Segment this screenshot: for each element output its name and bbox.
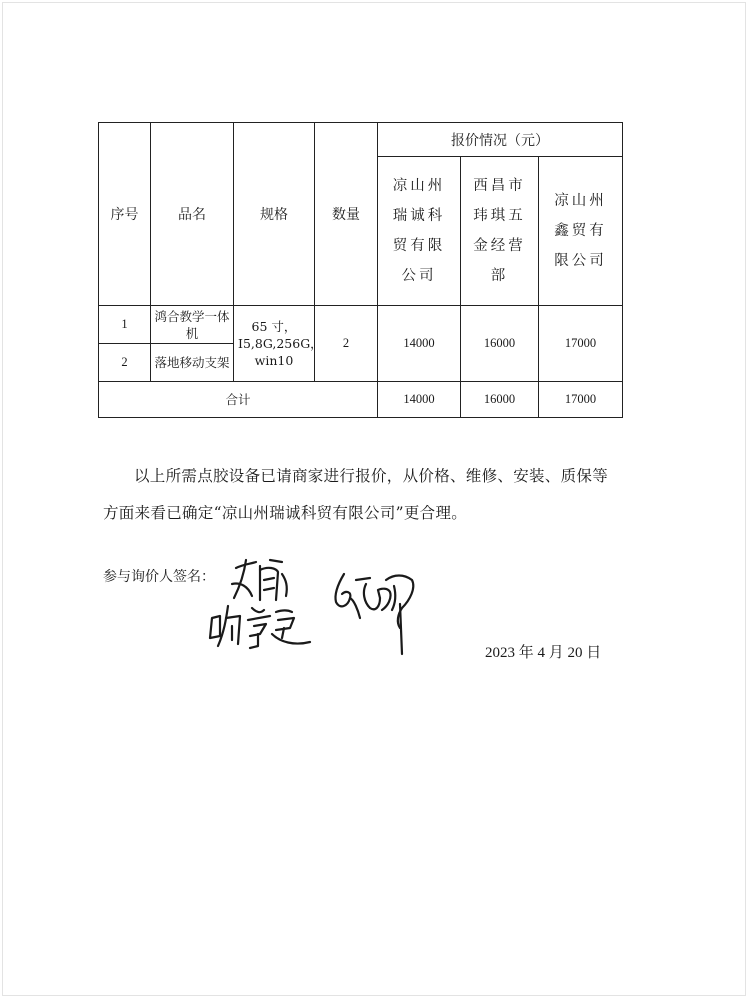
- header-index: 序号: [99, 123, 151, 306]
- header-name: 品名: [151, 123, 234, 306]
- header-quote-group: 报价情况（元）: [378, 123, 623, 157]
- row-2-name: 落地移动支架: [151, 344, 234, 382]
- spec-cell: 65 寸，I5,8G,256G，win10: [234, 306, 315, 382]
- quote-table: [98, 122, 623, 418]
- vendor-1-line: 瑞诚科: [392, 208, 446, 224]
- vendor-2-line: 玮琪五: [473, 208, 526, 224]
- vendor-2-line: 西昌市: [473, 178, 526, 194]
- vendor-2-header: [461, 157, 539, 306]
- header-spec: 规格: [234, 123, 315, 306]
- header-qty: 数量: [315, 123, 378, 306]
- qty-cell: 2: [315, 306, 378, 382]
- price-vendor-1: 14000: [378, 306, 461, 382]
- vendor-2-line: 部: [490, 268, 509, 284]
- vendor-3-line: 凉山州: [554, 193, 607, 209]
- vendor-1-line: 公司: [401, 268, 437, 284]
- vendor-1-line: 贸有限: [392, 238, 446, 254]
- total-vendor-3: 17000: [539, 382, 623, 418]
- vendor-1-header: [378, 157, 461, 306]
- total-vendor-2: 16000: [461, 382, 539, 418]
- price-vendor-2: 16000: [461, 306, 539, 382]
- conclusion-paragraph: 以上所需点胶设备已请商家进行报价，从价格、维修、安装、质保等方面来看已确定“凉山州瑞诚科贸有限公司”更合理。: [103, 467, 609, 522]
- row-1-name: 鸿合教学一体机: [151, 306, 234, 344]
- total-label: 合计: [99, 382, 378, 418]
- vendor-2-line: 金经营: [473, 238, 526, 254]
- document-date: 2023 年 4 月 20 日: [485, 645, 602, 661]
- vendor-3-line: 鑫贸有: [554, 223, 607, 239]
- price-vendor-3: 17000: [539, 306, 623, 382]
- vendor-3-line: 限公司: [554, 253, 607, 269]
- vendor-3-header: [539, 157, 623, 306]
- vendor-1-line: 凉山州: [392, 178, 446, 194]
- signature-label: 参与询价人签名：: [103, 569, 215, 585]
- handwritten-signature-2: [206, 598, 316, 653]
- row-1-index: 1: [99, 306, 151, 344]
- handwritten-signature-3: [330, 570, 420, 662]
- total-vendor-1: 14000: [378, 382, 461, 418]
- row-2-index: 2: [99, 344, 151, 382]
